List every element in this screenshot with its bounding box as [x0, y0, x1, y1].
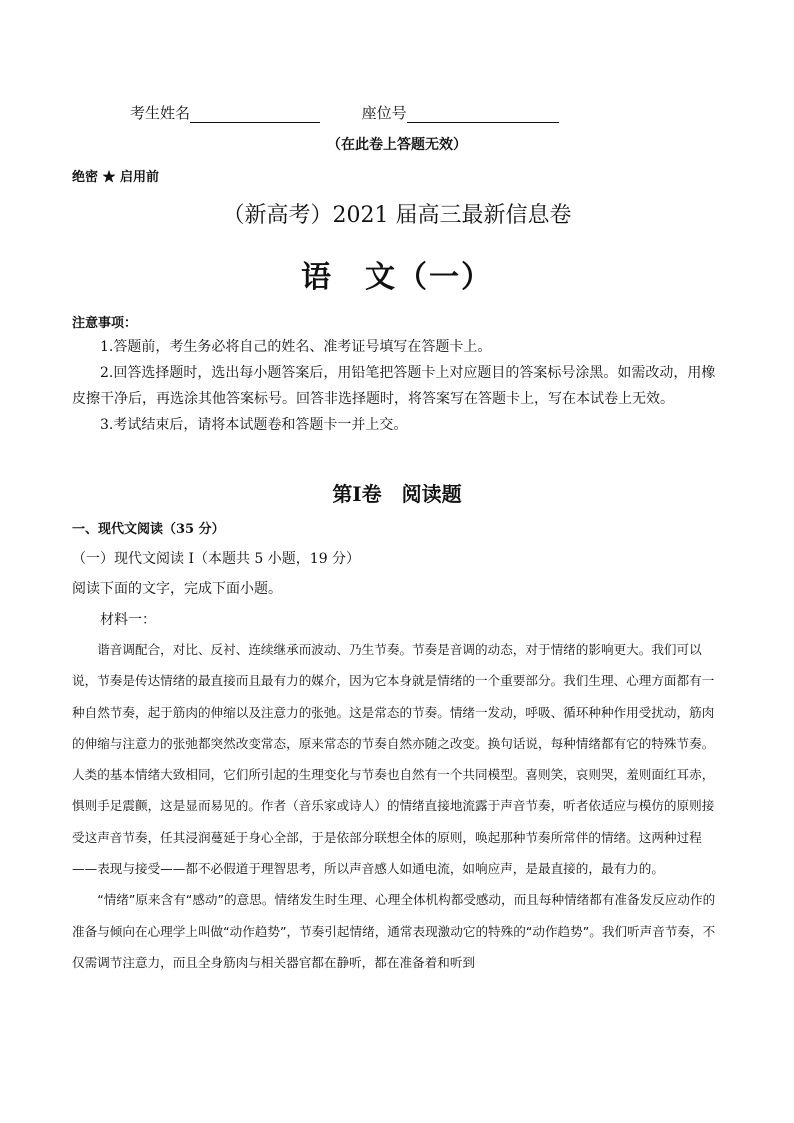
instruction-text: 阅读下面的文字，完成下面小题。 — [72, 581, 282, 597]
invalid-note: （在此卷上答题无效） — [327, 137, 467, 153]
name-blank-line — [190, 106, 320, 123]
subpart-title: （一）现代文阅读 I（本题共 5 小题，19 分） — [72, 551, 361, 567]
passage-paragraph: “情绪”原来含有“感动”的意思。情绪发生时生理、心理全体机构都受感动，而且每种情绪都有准备发反应动作的准备与倾向在心理学上叫做“动作趋势”，节奏引起情绪，通常表现激动它的特殊的“动作趋势”。我们听声音节奏，不仅需调节注意力，而且全身筋肉与相关器官都在静听，都在准备着和听到 — [72, 892, 716, 970]
notice-list — [72, 334, 722, 438]
notice-item: 2.回答选择题时，选出每小题答案后，用铅笔把答题卡上对应题目的答案标号涂黑。如需改动，用橡皮擦干净后，再选涂其他答案标号。回答非选择题时，将答案写在答题卡上，写在本试卷上无效。 — [72, 365, 716, 407]
notice-heading: 注意事项： — [72, 316, 138, 331]
exam-title: 语 文（一） — [301, 260, 493, 295]
seat-blank-line — [407, 106, 559, 123]
part-title: 一、现代文阅读（35 分） — [72, 522, 225, 537]
reading-passage — [72, 634, 722, 978]
exam-subtitle: （新高考）2021 届高三最新信息卷 — [222, 203, 572, 228]
seat-label: 座位号 — [361, 104, 407, 122]
notice-item: 1.答题前，考生务必将自己的姓名、准考证号填写在答题卡上。 — [100, 339, 492, 355]
secret-label: 绝密 ★ 启用前 — [72, 170, 160, 185]
examinee-info — [130, 102, 559, 123]
notice-item: 3.考试结束后，请将本试题卷和答题卡一并上交。 — [100, 417, 408, 433]
material-label: 材料一： — [100, 612, 156, 628]
section-title: 第Ⅰ卷 阅读题 — [332, 482, 462, 506]
name-label: 考生姓名 — [130, 104, 191, 122]
passage-paragraph: 谐音调配合，对比、反衬、连续继承而波动、乃生节奏。节奏是音调的动态，对于情绪的影响更大。我们可以说，节奏是传达情绪的最直接而且最有力的媒介，因为它本身就是情绪的一个重要部分。我们生理、心理方面都有一种自然节奏，起于筋肉的伸缩以及注意力的张弛。这是常态的节奏。情绪一发动，呼吸、循环种种作用受扰动，筋肉的伸缩与注意力的张弛都突然改变常态，原来常态的节奏自然亦随之改变。换句话说，每种情绪都有它的特殊节奏。人类的基本情绪大致相同，它们所引起的生理变化与节奏也自然有一个共同模型。喜则笑，哀则哭，羞则面红耳赤，惧则手足震颤，这是显而易见的。作者（音乐家或诗人）的情绪直接地流露于声音节奏，听者依适应与模仿的原则接受这声音节奏，任其浸润蔓延于身心全部，于是依部分联想全体的原则，唤起那种节奏所常伴的情绪。这两种过程——表现与接受——都不必假道于理智思考，所以声音感人如通电流，如响应声，是最直接的，最有力的。 — [72, 642, 715, 877]
